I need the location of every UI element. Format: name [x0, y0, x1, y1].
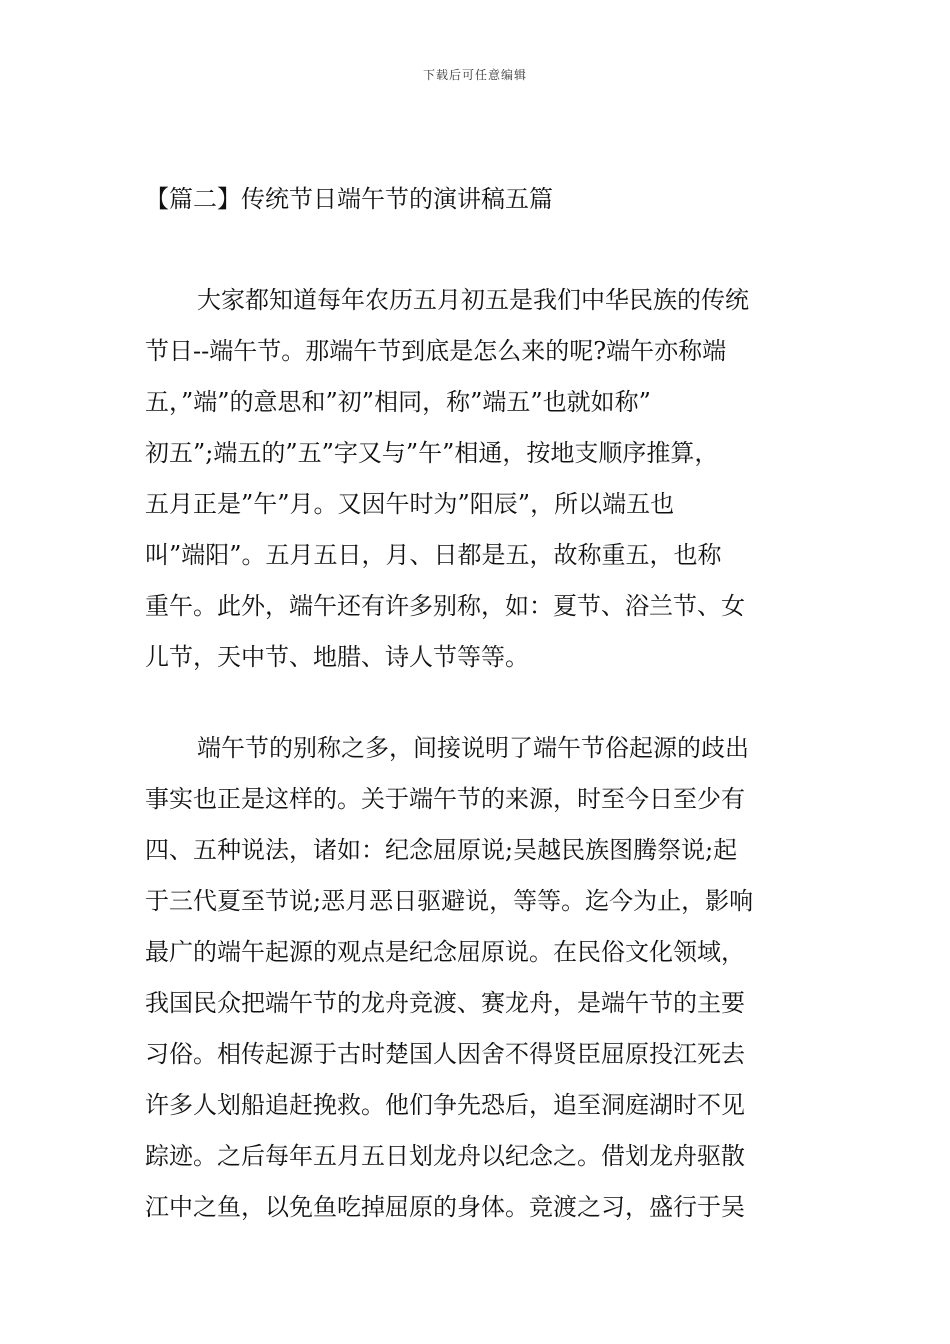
paragraph-line: 五月正是”午”月。又因午时为”阳辰”，所以端五也: [145, 490, 675, 518]
paragraph-line: 四、五种说法，诸如：纪念屈原说;吴越民族图腾祭说;起: [145, 836, 738, 864]
paragraph-line: 于三代夏至节说;恶月恶日驱避说，等等。迄今为止，影响: [145, 887, 754, 915]
paragraph-line: 五，”端”的意思和”初”相同，称”端五”也就如称”: [145, 388, 651, 416]
paragraph-line: 初五”;端五的”五”字又与”午”相通，按地支顺序推算，: [145, 439, 719, 467]
paragraph-line: 叫”端阳”。五月五日，月、日都是五，故称重五，也称: [145, 541, 722, 569]
paragraph-line: 我国民众把端午节的龙舟竞渡、赛龙舟，是端午节的主要: [145, 989, 745, 1017]
paragraph-line: 重午。此外，端午还有许多别称，如：夏节、浴兰节、女: [145, 592, 745, 620]
paragraph-line: 许多人划船追赶挽救。他们争先恐后，追至洞庭湖时不见: [145, 1091, 745, 1119]
paragraph-line: 习俗。相传起源于古时楚国人因舍不得贤臣屈原投江死去: [145, 1040, 745, 1068]
paragraph-1: [145, 275, 810, 683]
paragraph-line: 大家都知道每年农历五月初五是我们中华民族的传统: [197, 286, 749, 314]
paragraph-2: [145, 723, 810, 1233]
paragraph-line: 端午节的别称之多，间接说明了端午节俗起源的歧出: [197, 734, 749, 762]
document-title: 【篇二】传统节日端午节的演讲稿五篇: [145, 185, 553, 213]
paragraph-line: 踪迹。之后每年五月五日划龙舟以纪念之。借划龙舟驱散: [145, 1142, 745, 1170]
paragraph-line: 最广的端午起源的观点是纪念屈原说。在民俗文化领域，: [145, 938, 745, 966]
paragraph-line: 江中之鱼，以免鱼吃掉屈原的身体。竞渡之习，盛行于吴: [145, 1193, 745, 1221]
header-note: 下载后可任意编辑: [422, 68, 527, 82]
paragraph-line: 节日--端午节。那端午节到底是怎么来的呢?端午亦称端: [145, 337, 727, 365]
paragraph-line: 事实也正是这样的。关于端午节的来源，时至今日至少有: [145, 785, 745, 813]
paragraph-line: 儿节，天中节、地腊、诗人节等等。: [145, 643, 529, 671]
